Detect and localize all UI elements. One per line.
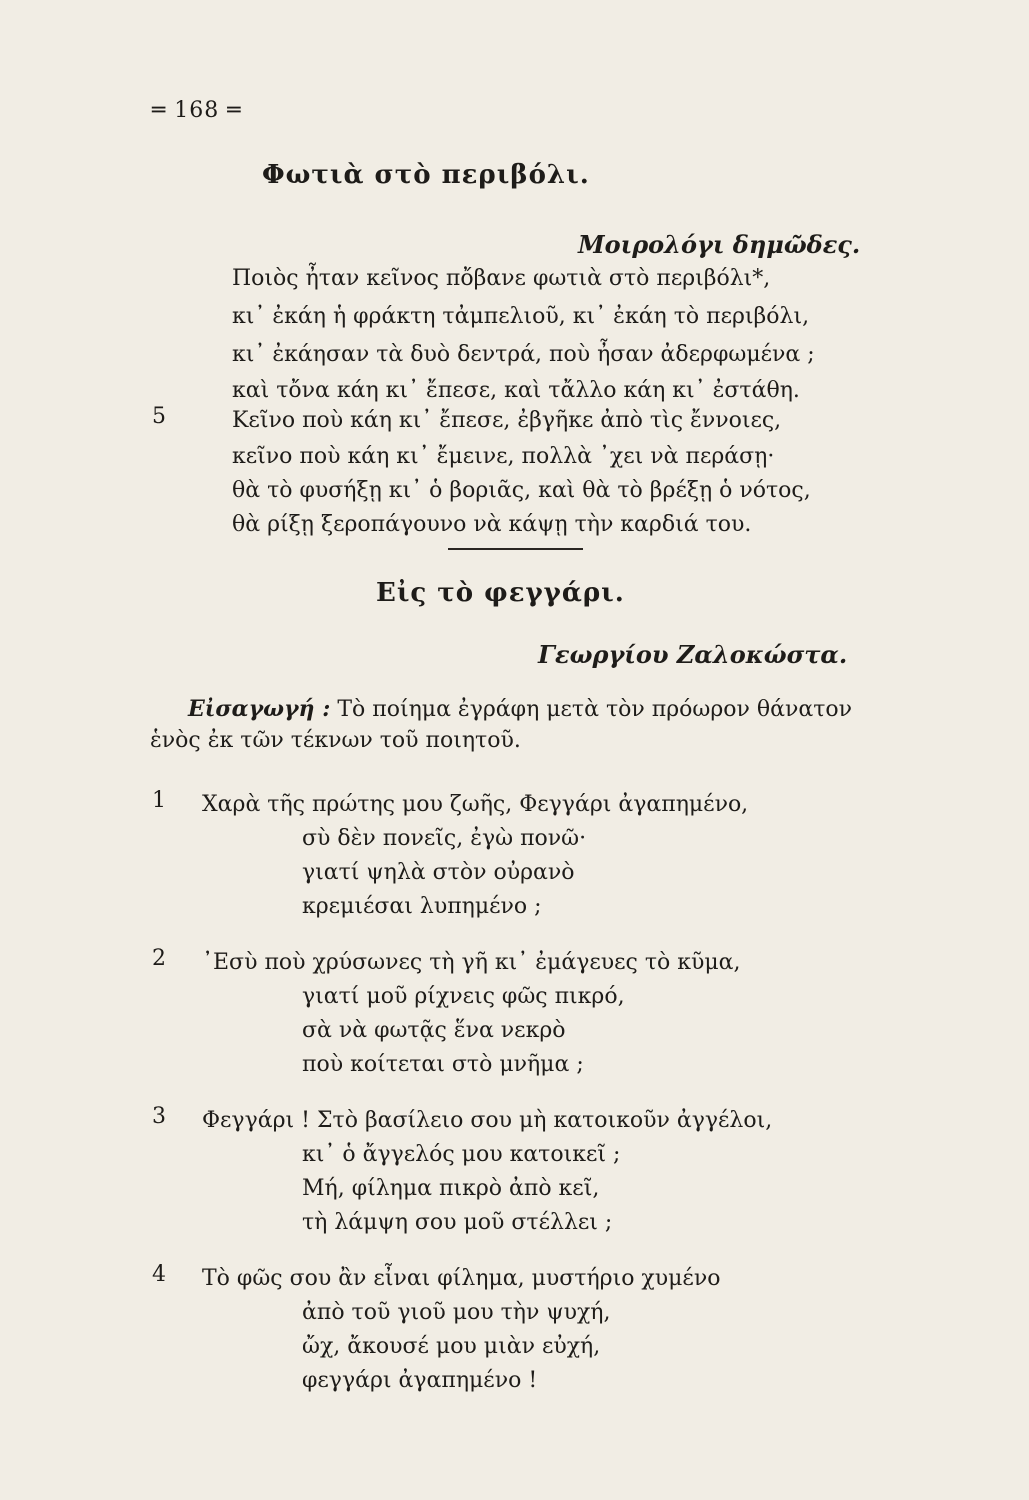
stanza-number: 1 bbox=[152, 788, 166, 813]
poem1-line: θὰ τὸ φυσήξῃ κι᾽ ὁ βοριᾶς, καὶ θὰ τὸ βρέξῃ ὁ νότος, bbox=[232, 478, 811, 503]
poem1-line-number: 5 bbox=[152, 404, 166, 429]
poem2-subtitle: Γεωργίου Ζαλοκώστα. bbox=[538, 640, 848, 669]
page-number: ═ 168 ═ bbox=[152, 98, 242, 123]
stanza-line: σὺ δὲν πονεῖς, ἐγὼ πονῶ· bbox=[302, 826, 587, 851]
poem1-line: Ποιὸς ἦταν κεῖνος πὄβανε φωτιὰ στὸ περιβόλι*, bbox=[232, 266, 771, 291]
poem1-subtitle: Μοιρολόγι δημῶδες. bbox=[578, 230, 861, 259]
stanza-line: σὰ νὰ φωτᾷς ἕνα νεκρὸ bbox=[302, 1018, 566, 1043]
stanza-number: 4 bbox=[152, 1262, 166, 1287]
stanza-number: 3 bbox=[152, 1104, 166, 1129]
stanza-line: Χαρὰ τῆς πρώτης μου ζωῆς, Φεγγάρι ἀγαπημένο, bbox=[202, 792, 749, 817]
poem1-line: θὰ ρίξῃ ξεροπάγουνο νὰ κάψῃ τὴν καρδιά του. bbox=[232, 512, 752, 537]
section-divider bbox=[448, 548, 583, 550]
stanza-line: κι᾽ ὁ ἄγγελός μου κατοικεῖ ; bbox=[302, 1142, 621, 1167]
stanza-number: 2 bbox=[152, 946, 166, 971]
poem1-line: καὶ τὄνα κάη κι᾽ ἔπεσε, καὶ τἄλλο κάη κι᾽ ἐστάθη. bbox=[232, 378, 800, 403]
stanza-line: φεγγάρι ἀγαπημένο ! bbox=[302, 1368, 538, 1393]
stanza-line: Φεγγάρι ! Στὸ βασίλειο σου μὴ κατοικοῦν ἀγγέλοι, bbox=[202, 1108, 773, 1133]
stanza-line: τὴ λάμψη σου μοῦ στέλλει ; bbox=[302, 1210, 613, 1235]
poem2-title: Εἰς τὸ φεγγάρι. bbox=[376, 578, 625, 608]
poem1-line: κι᾽ ἐκάη ἡ φράκτη τἀμπελιοῦ, κι᾽ ἐκάη τὸ περιβόλι, bbox=[232, 304, 810, 329]
poem1-line: κι᾽ ἐκάησαν τὰ δυὸ δεντρά, ποὺ ἦσαν ἀδερφωμένα ; bbox=[232, 342, 815, 367]
stanza-line: κρεμιέσαι λυπημένο ; bbox=[302, 894, 542, 919]
intro-label: Εἰσαγωγή : bbox=[188, 696, 331, 722]
intro-text: Τὸ ποίημα ἐγράφη μετὰ τὸν πρόωρον θάνατον bbox=[337, 697, 852, 722]
intro-text-cont: ἑνὸς ἐκ τῶν τέκνων τοῦ ποιητοῦ. bbox=[150, 728, 521, 753]
stanza-line: ᾽Εσὺ ποὺ χρύσωνες τὴ γῆ κι᾽ ἐμάγευες τὸ κῦμα, bbox=[202, 950, 741, 975]
stanza-line: ποὺ κοίτεται στὸ μνῆμα ; bbox=[302, 1052, 584, 1077]
stanza-line: γιατί ψηλὰ στὸν οὐρανὸ bbox=[302, 860, 575, 885]
poem2-intro bbox=[188, 696, 852, 722]
stanza-line: ὤχ, ἄκουσέ μου μιὰν εὐχή, bbox=[302, 1334, 601, 1359]
poem1-line: Κεῖνο ποὺ κάη κι᾽ ἔπεσε, ἐβγῆκε ἀπὸ τὶς ἔννοιες, bbox=[232, 408, 782, 433]
poem1-title: Φωτιὰ στὸ περιβόλι. bbox=[262, 160, 590, 190]
stanza-line: Τὸ φῶς σου ἂν εἶναι φίλημα, μυστήριο χυμένο bbox=[202, 1266, 721, 1291]
poem1-line: κεῖνο ποὺ κάη κι᾽ ἔμεινε, πολλὰ ᾽χει νὰ περάσῃ· bbox=[232, 444, 775, 469]
stanza-line: γιατί μοῦ ρίχνεις φῶς πικρό, bbox=[302, 984, 625, 1009]
stanza-line: Μή, φίλημα πικρὸ ἀπὸ κεῖ, bbox=[302, 1176, 600, 1201]
stanza-line: ἀπὸ τοῦ γιοῦ μου τὴν ψυχή, bbox=[302, 1300, 611, 1325]
